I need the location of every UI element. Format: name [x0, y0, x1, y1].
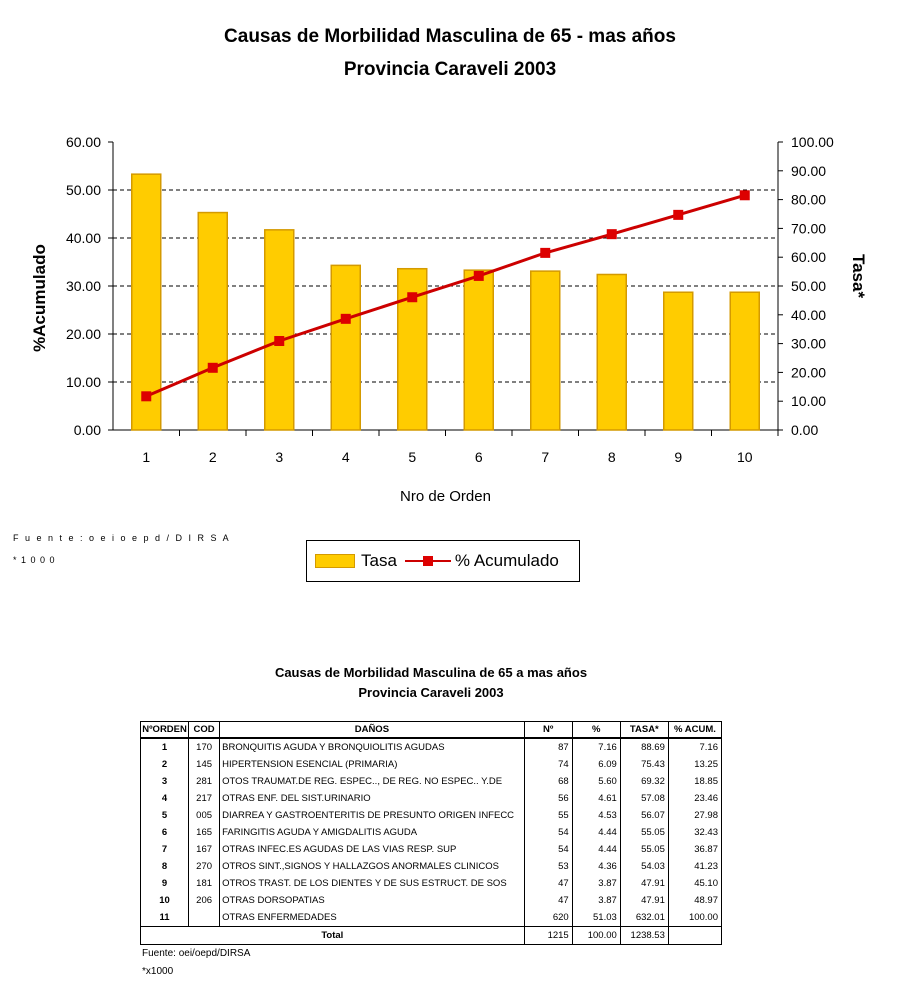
- row-danos: HIPERTENSION ESENCIAL (PRIMARIA): [220, 756, 525, 773]
- point-acumulado: [740, 190, 750, 200]
- header-pct: %: [572, 722, 620, 739]
- row-pct: 51.03: [572, 909, 620, 927]
- row-orden: 9: [141, 875, 189, 892]
- row-acum: 48.97: [668, 892, 721, 909]
- total-n: 1215: [524, 927, 572, 945]
- point-acumulado: [540, 248, 550, 258]
- row-tasa: 632.01: [620, 909, 668, 927]
- left-tick-label: 0.00: [73, 422, 101, 438]
- row-orden: 11: [141, 909, 189, 927]
- bar-tasa: [531, 271, 560, 430]
- right-tick-label: 0.00: [791, 422, 819, 438]
- table-title: Causas de Morbilidad Masculina de 65 a mas años: [274, 665, 588, 680]
- left-tick-label: 30.00: [65, 278, 101, 294]
- right-tick-label: 80.00: [791, 191, 827, 208]
- row-danos: OTROS TRAST. DE LOS DIENTES Y DE SUS ESTRUCT. DE SOS: [220, 875, 525, 892]
- table-total-row: [141, 927, 722, 945]
- bar-tasa: [464, 270, 493, 430]
- point-acumulado: [474, 271, 484, 281]
- x-tick-label: 10: [736, 449, 753, 465]
- legend-swatch-tasa: [315, 554, 355, 568]
- x-tick-label: 8: [607, 449, 616, 465]
- line-acumulado: [146, 195, 745, 396]
- row-pct: 3.87: [572, 892, 620, 909]
- row-cod: 170: [189, 738, 220, 756]
- right-tick-label: 20.00: [791, 364, 827, 381]
- row-n: 47: [524, 892, 572, 909]
- left-tick-label: 50.00: [65, 182, 101, 198]
- table-row: [141, 756, 722, 773]
- row-pct: 3.87: [572, 875, 620, 892]
- row-pct: 4.36: [572, 858, 620, 875]
- right-tick-label: 30.00: [791, 335, 827, 352]
- row-n: 68: [524, 773, 572, 790]
- chart-subtitle: Provincia Caraveli 2003: [343, 59, 557, 80]
- row-cod: 281: [189, 773, 220, 790]
- row-danos: OTROS SINT.,SIGNOS Y HALLAZGOS ANORMALES CLINICOS: [220, 858, 525, 875]
- left-tick-label: 40.00: [65, 230, 101, 246]
- total-tasa: 1238.53: [620, 927, 668, 945]
- left-tick-label: 20.00: [65, 326, 101, 342]
- right-tick-label: 10.00: [791, 393, 827, 410]
- point-acumulado: [607, 229, 617, 239]
- row-acum: 100.00: [668, 909, 721, 927]
- row-pct: 4.44: [572, 841, 620, 858]
- right-tick-label: 40.00: [791, 306, 827, 323]
- header-acum: % ACUM.: [668, 722, 721, 739]
- left-axis-title: %Acumulado: [30, 244, 49, 352]
- legend-label-tasa: Tasa: [361, 551, 397, 570]
- row-orden: 2: [141, 756, 189, 773]
- row-n: 53: [524, 858, 572, 875]
- point-acumulado: [141, 391, 151, 401]
- table-row: [141, 790, 722, 807]
- point-acumulado: [673, 210, 683, 220]
- row-orden: 5: [141, 807, 189, 824]
- row-acum: 23.46: [668, 790, 721, 807]
- row-acum: 13.25: [668, 756, 721, 773]
- x-tick-label: 9: [674, 449, 683, 465]
- x-tick-label: 5: [408, 449, 417, 465]
- row-acum: 18.85: [668, 773, 721, 790]
- legend-swatch-acumulado: [405, 554, 451, 568]
- row-tasa: 54.03: [620, 858, 668, 875]
- chart-legend: [306, 540, 580, 582]
- row-n: 87: [524, 738, 572, 756]
- bar-tasa: [597, 274, 626, 430]
- right-tick-label: 60.00: [791, 249, 827, 266]
- row-pct: 7.16: [572, 738, 620, 756]
- row-danos: OTRAS DORSOPATIAS: [220, 892, 525, 909]
- bar-tasa: [730, 292, 759, 430]
- row-danos: OTOS TRAUMAT.DE REG. ESPEC.., DE REG. NO ESPEC.. Y.DE: [220, 773, 525, 790]
- total-acum: [668, 927, 721, 945]
- row-orden: 4: [141, 790, 189, 807]
- left-tick-label: 60.00: [65, 134, 101, 150]
- row-tasa: 57.08: [620, 790, 668, 807]
- x-tick-label: 2: [208, 449, 217, 465]
- point-acumulado: [341, 314, 351, 324]
- x-tick-label: 7: [541, 449, 550, 465]
- right-tick-label: 70.00: [791, 220, 827, 237]
- table-row: [141, 909, 722, 927]
- row-danos: OTRAS ENFERMEDADES: [220, 909, 525, 927]
- point-acumulado: [274, 336, 284, 346]
- row-danos: DIARREA Y GASTROENTERITIS DE PRESUNTO ORIGEN INFECC: [220, 807, 525, 824]
- table-note: *x1000: [142, 966, 174, 977]
- row-danos: FARINGITIS AGUDA Y AMIGDALITIS AGUDA: [220, 824, 525, 841]
- row-cod: [189, 909, 220, 927]
- header-orden: NºORDEN: [141, 722, 189, 739]
- header-danos: DAÑOS: [220, 722, 525, 739]
- row-acum: 36.87: [668, 841, 721, 858]
- row-danos: OTRAS ENF. DEL SIST.URINARIO: [220, 790, 525, 807]
- row-orden: 3: [141, 773, 189, 790]
- point-acumulado: [208, 363, 218, 373]
- x-tick-label: 6: [474, 449, 483, 465]
- row-cod: 217: [189, 790, 220, 807]
- row-pct: 4.44: [572, 824, 620, 841]
- x-axis-title: Nro de Orden: [400, 488, 491, 505]
- header-tasa: TASA*: [620, 722, 668, 739]
- row-acum: 45.10: [668, 875, 721, 892]
- row-danos: OTRAS INFEC.ES AGUDAS DE LAS VIAS RESP. SUP: [220, 841, 525, 858]
- table-row: [141, 738, 722, 756]
- right-tick-label: 50.00: [791, 278, 827, 294]
- row-acum: 7.16: [668, 738, 721, 756]
- bar-tasa: [664, 292, 693, 430]
- table-row: [141, 858, 722, 875]
- header-cod: COD: [189, 722, 220, 739]
- row-n: 74: [524, 756, 572, 773]
- row-pct: 4.61: [572, 790, 620, 807]
- row-cod: 145: [189, 756, 220, 773]
- row-n: 56: [524, 790, 572, 807]
- row-cod: 165: [189, 824, 220, 841]
- row-tasa: 75.43: [620, 756, 668, 773]
- bar-tasa: [198, 213, 227, 430]
- row-cod: 181: [189, 875, 220, 892]
- row-n: 47: [524, 875, 572, 892]
- table-row: [141, 841, 722, 858]
- left-tick-label: 10.00: [65, 374, 101, 390]
- row-cod: 167: [189, 841, 220, 858]
- row-acum: 32.43: [668, 824, 721, 841]
- bar-tasa: [331, 265, 360, 430]
- row-acum: 27.98: [668, 807, 721, 824]
- row-orden: 10: [141, 892, 189, 909]
- row-acum: 41.23: [668, 858, 721, 875]
- table-row: [141, 773, 722, 790]
- row-tasa: 69.32: [620, 773, 668, 790]
- right-axis-title: Tasa*: [849, 253, 868, 299]
- row-cod: 206: [189, 892, 220, 909]
- right-tick-label: 90.00: [791, 162, 827, 179]
- table-row: [141, 824, 722, 841]
- table-subtitle: Provincia Caraveli 2003: [358, 685, 504, 700]
- row-orden: 8: [141, 858, 189, 875]
- row-orden: 7: [141, 841, 189, 858]
- bar-tasa: [265, 230, 294, 430]
- row-pct: 6.09: [572, 756, 620, 773]
- x-tick-label: 4: [341, 449, 350, 465]
- table-row: [141, 807, 722, 824]
- row-tasa: 55.05: [620, 841, 668, 858]
- row-n: 55: [524, 807, 572, 824]
- row-tasa: 47.91: [620, 892, 668, 909]
- table-source: Fuente: oei/oepd/DIRSA: [142, 948, 251, 959]
- x-tick-label: 1: [142, 449, 151, 465]
- row-pct: 4.53: [572, 807, 620, 824]
- row-cod: 005: [189, 807, 220, 824]
- point-acumulado: [407, 292, 417, 302]
- row-tasa: 56.07: [620, 807, 668, 824]
- row-n: 54: [524, 841, 572, 858]
- row-orden: 1: [141, 738, 189, 756]
- row-pct: 5.60: [572, 773, 620, 790]
- row-n: 54: [524, 824, 572, 841]
- row-orden: 6: [141, 824, 189, 841]
- row-cod: 270: [189, 858, 220, 875]
- table-row: [141, 892, 722, 909]
- row-danos: BRONQUITIS AGUDA Y BRONQUIOLITIS AGUDAS: [220, 738, 525, 756]
- morbidity-table: [140, 721, 722, 945]
- row-tasa: 55.05: [620, 824, 668, 841]
- table-row: [141, 875, 722, 892]
- table-header-row: [141, 722, 722, 739]
- row-n: 620: [524, 909, 572, 927]
- chart-title: Causas de Morbilidad Masculina de 65 - mas años: [224, 26, 676, 47]
- x-tick-label: 3: [275, 449, 284, 465]
- total-pct: 100.00: [572, 927, 620, 945]
- header-n: Nº: [524, 722, 572, 739]
- right-tick-label: 100.00: [791, 134, 834, 150]
- chart-source-note: F u e n t e : o e i o e p d / D I R S A: [13, 533, 231, 543]
- legend-label-acumulado: % Acumulado: [454, 551, 559, 570]
- row-tasa: 47.91: [620, 875, 668, 892]
- row-tasa: 88.69: [620, 738, 668, 756]
- total-label: Total: [141, 927, 525, 945]
- chart-multiplier-note: * 1 0 0 0: [13, 555, 56, 565]
